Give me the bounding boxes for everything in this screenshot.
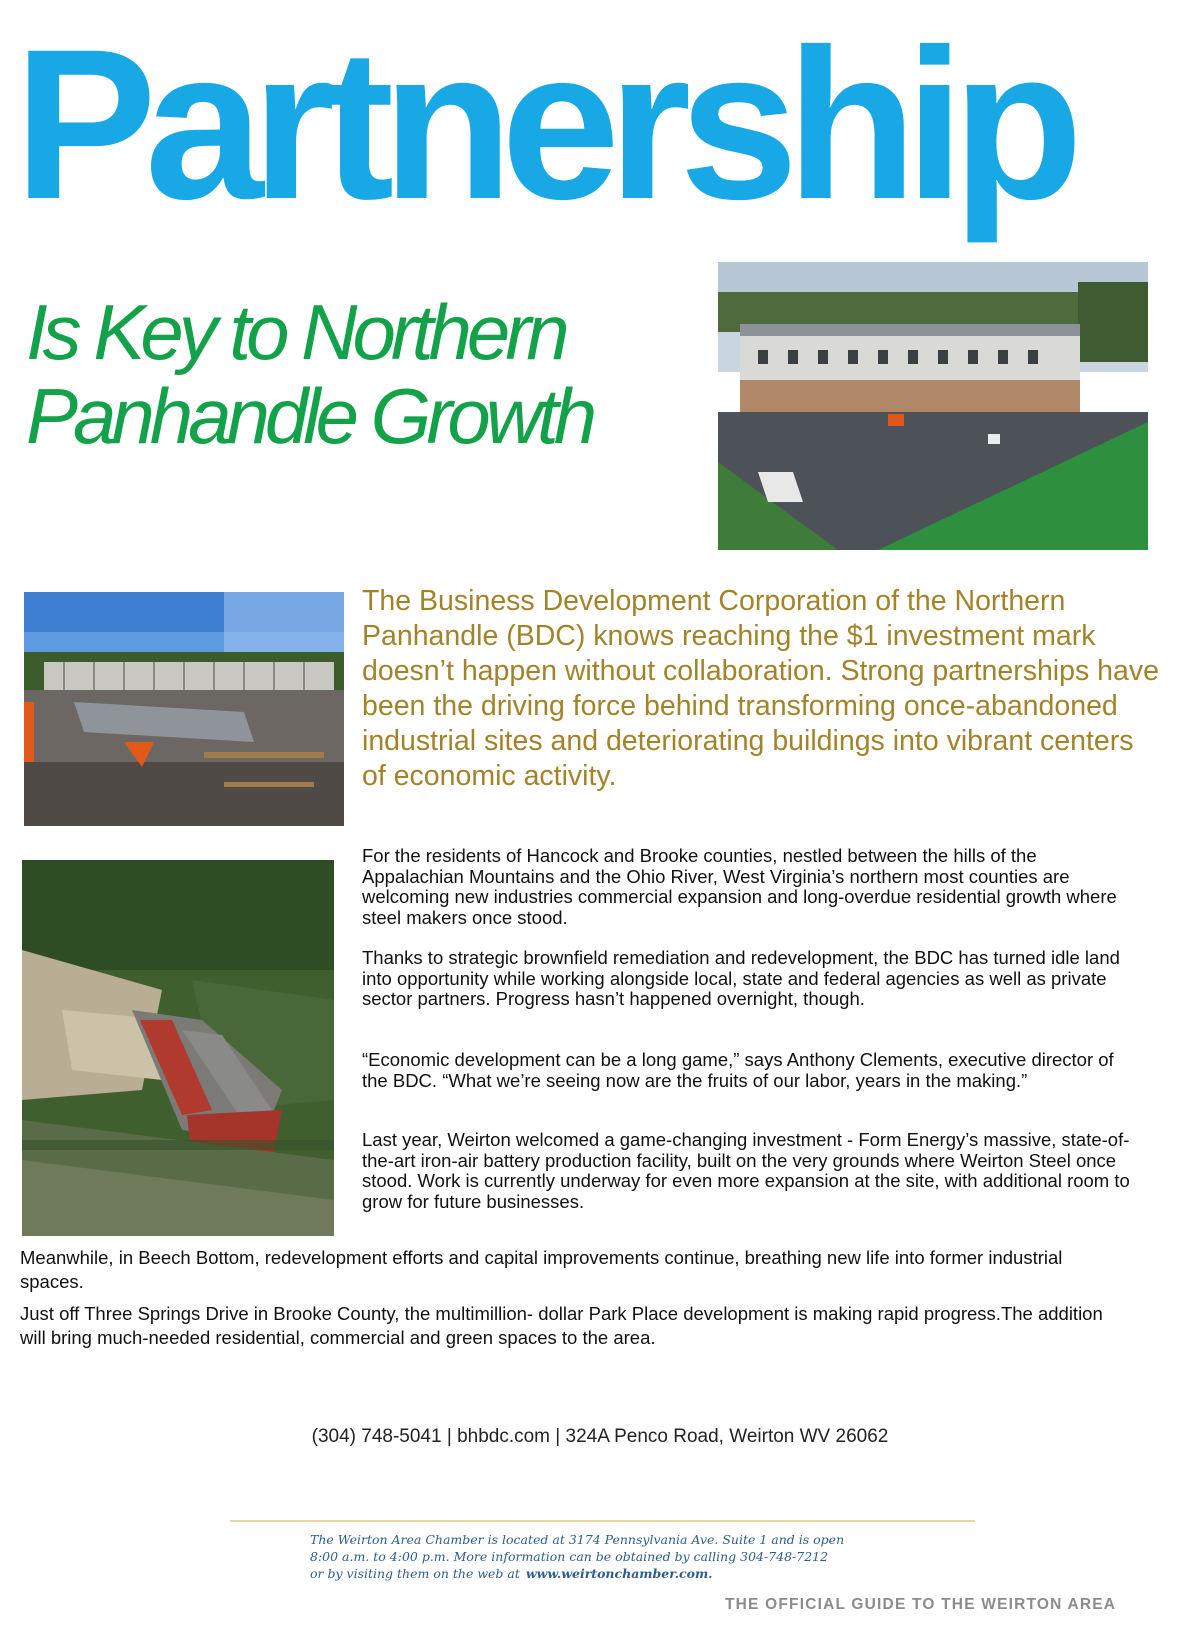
body-paragraph-1: For the residents of Hancock and Brooke counties, nestled between the hills of the Appalachian Mountains and the Ohio River, West Virginia’s northern most counties are welcoming new industries commercial expansion and long-overdue residential growth where steel makers once stood.	[362, 845, 1117, 928]
warehouse-site-photo	[24, 592, 344, 826]
body-paragraph-3: “Economic development can be a long game,” says Anthony Clements, executive director of the BDC. “What we’re seeing now are the fruits of our labor, years in the making.”	[362, 1049, 1114, 1091]
body-paragraph-5: Meanwhile, in Beech Bottom, redevelopment efforts and capital improvements continue, breathing new life into former industrial spaces.	[20, 1247, 1063, 1292]
chamber-info	[310, 1531, 930, 1582]
chamber-website-link[interactable]: www.weirtonchamber.com.	[525, 1566, 713, 1581]
chamber-info-line-1: The Weirton Area Chamber is located at 3174 Pennsylvania Ave. Suite 1 and is open	[310, 1532, 845, 1547]
official-guide-footer: THE OFFICIAL GUIDE TO THE WEIRTON AREA	[725, 1596, 1117, 1613]
footer-divider	[230, 1520, 975, 1522]
headline: Partnership	[14, 5, 1072, 244]
contact-line: (304) 748-5041 | bhbdc.com | 324A Penco Road, Weirton WV 26062	[311, 1426, 889, 1447]
townhouse-construction-photo	[718, 262, 1148, 550]
subhead-line-2: Panhandle Growth	[26, 372, 593, 460]
chamber-info-line-3	[310, 1565, 930, 1582]
body-paragraph-4: Last year, Weirton welcomed a game-changing investment - Form Energy’s massive, state-of-the-art iron-air battery production facility, built on the very grounds where Weirton Steel once stood. Work is currently underway for even more expansion at the site, with additional room to grow for future businesses.	[362, 1129, 1130, 1212]
aerial-industrial-site-photo	[22, 860, 334, 1236]
chamber-info-text: or by visiting them on the web at	[310, 1566, 520, 1581]
subhead-line-1: Is Key to Northern	[26, 288, 565, 376]
lead-paragraph: The Business Development Corporation of the Northern Panhandle (BDC) knows reaching the $1 investment mark doesn’t happen without collaboration. Strong partnerships have been the driving force behind transforming once-abandoned industrial sites and deteriorating buildings into vibrant centers of economic activity.	[362, 585, 1159, 792]
subhead	[26, 290, 686, 458]
body-paragraph-6: Just off Three Springs Drive in Brooke County, the multimillion- dollar Park Place development is making rapid progress.The addition will bring much-needed residential, commercial and green spaces to the area.	[20, 1303, 1103, 1348]
chamber-info-line-2: 8:00 a.m. to 4:00 p.m. More information can be obtained by calling 304-748-7212	[310, 1549, 829, 1564]
body-paragraph-2: Thanks to strategic brownfield remediation and redevelopment, the BDC has turned idle land into opportunity while working alongside local, state and federal agencies as well as private sector partners. Progress hasn’t happened overnight, though.	[362, 947, 1120, 1009]
